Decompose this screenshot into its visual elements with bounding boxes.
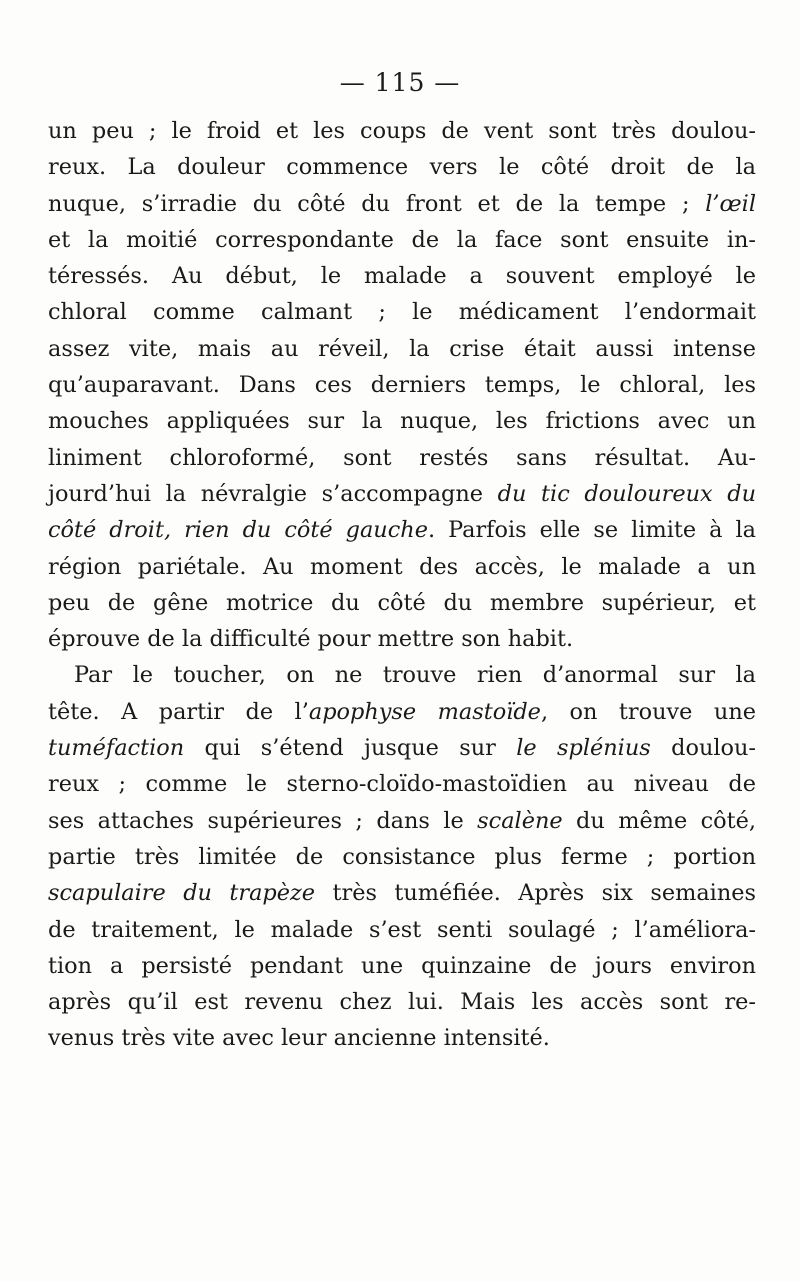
text-run: jourd’hui la névralgie s’accompagne: [48, 480, 498, 507]
text-run: ses attaches supérieures ; dans le: [48, 807, 478, 834]
italic-text: apophyse mastoïde: [308, 698, 541, 725]
text-run: mouches appliquées sur la nuque, les frictions avec un: [48, 408, 756, 435]
text-line: [48, 585, 756, 621]
italic-text: scalène: [477, 807, 563, 834]
text-run: et la moitié correspondante de la face sont ensuite in-: [48, 226, 756, 253]
text-run: qu’auparavant. Dans ces derniers temps, le chloral, les: [48, 372, 756, 399]
italic-text: l’œil: [705, 190, 756, 217]
text-run: téressés. Au début, le malade a souvent employé le: [48, 263, 756, 290]
text-run: Par le toucher, on ne trouve rien d’anormal sur la: [74, 662, 756, 689]
text-run: région pariétale. Au moment des accès, le malade a un: [48, 553, 756, 580]
text-line: [48, 730, 756, 766]
text-line: [48, 258, 756, 294]
text-run: liniment chloroformé, sont restés sans résultat. Au-: [48, 444, 756, 471]
text-run: de traitement, le malade s’est senti soulagé ; l’améliora-: [48, 916, 756, 943]
italic-text: côté droit, rien du côté gauche: [48, 517, 428, 544]
text-line: [48, 403, 756, 439]
text-line: [48, 512, 756, 548]
text-line: [48, 186, 756, 222]
text-run: peu de gêne motrice du côté du membre supérieur, et: [48, 589, 756, 616]
text-line: [48, 875, 756, 911]
text-run: qui s’étend jusque sur: [184, 735, 517, 762]
text-run: nuque, s’irradie du côté du front et de la tempe ;: [48, 190, 706, 217]
text-run: chloral comme calmant ; le médicament l’endormait: [48, 299, 756, 326]
body-text: [48, 113, 756, 1057]
text-line: [48, 113, 756, 149]
text-run: du même côté,: [562, 807, 756, 834]
text-line: [48, 294, 756, 330]
italic-text: le splénius: [516, 735, 651, 762]
text-run: un peu ; le froid et les coups de vent sont très doulou-: [48, 118, 756, 144]
text-run: . Parfois elle se limite à la: [427, 517, 756, 544]
text-line: [48, 839, 756, 875]
text-line: [48, 149, 756, 185]
text-run: venus très vite avec leur ancienne intensité.: [48, 1025, 550, 1052]
text-line: [48, 766, 756, 802]
text-line: [48, 549, 756, 585]
text-line: [48, 440, 756, 476]
text-run: très tuméfiée. Après six semaines: [315, 880, 756, 907]
text-run: éprouve de la difficulté pour mettre son habit.: [48, 626, 574, 653]
text-line: [48, 803, 756, 839]
page-number: — 115 —: [339, 68, 461, 97]
text-line: [48, 657, 756, 693]
paragraph: [48, 657, 756, 1056]
text-run: après qu’il est revenu chez lui. Mais les accès sont re-: [48, 989, 756, 1016]
text-run: tion a persisté pendant une quinzaine de jours environ: [48, 952, 756, 979]
text-run: reux ; comme le sterno-cloïdo-mastoïdien au niveau de: [48, 771, 756, 798]
text-line: [48, 367, 756, 403]
text-run: reux. La douleur commence vers le côté droit de la: [48, 154, 756, 181]
italic-text: scapulaire du trapèze: [48, 880, 316, 907]
text-run: doulou-: [650, 735, 756, 762]
text-line: [48, 621, 756, 657]
italic-text: tuméfaction: [48, 735, 185, 762]
text-line: [48, 694, 756, 730]
text-run: partie très limitée de consistance plus ferme ; portion: [48, 843, 756, 870]
text-line: [48, 1020, 756, 1056]
text-line: [48, 222, 756, 258]
text-line: [48, 984, 756, 1020]
paragraph: [48, 113, 756, 657]
text-run: , on trouve une: [540, 698, 757, 725]
text-line: [48, 912, 756, 948]
italic-text: du tic douloureux du: [497, 480, 757, 507]
text-line: [48, 331, 756, 367]
text-run: assez vite, mais au réveil, la crise était aussi intense: [48, 335, 756, 362]
text-run: tête. A partir de l’: [48, 698, 309, 725]
text-line: [48, 476, 756, 512]
text-line: [48, 948, 756, 984]
